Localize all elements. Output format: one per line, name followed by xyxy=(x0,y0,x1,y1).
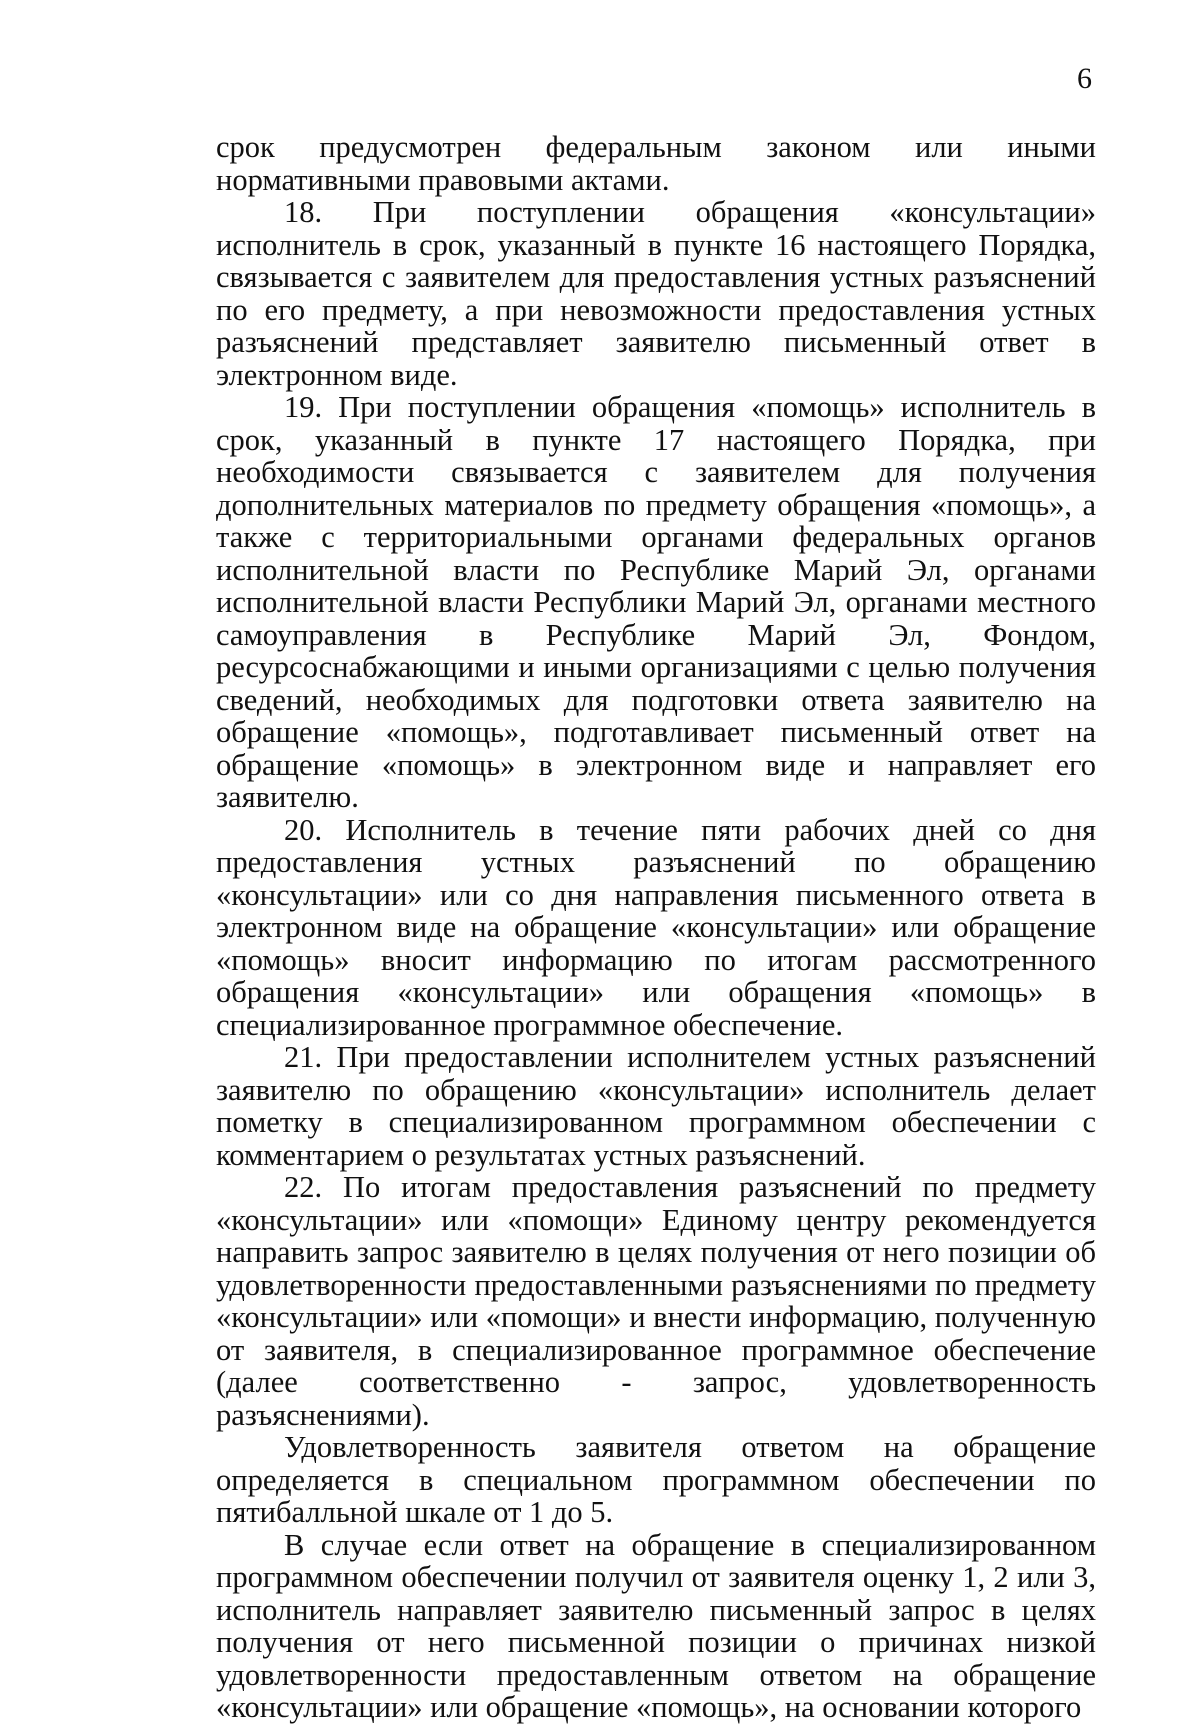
paragraph-item-18: 18. При поступлении обращения «консультации» исполнитель в срок, указанный в пункте 16 настоящего Порядка, связывается с заявителем для предоставления устных разъяснений по его предмету, а при невозможности предоставления устных разъяснений представляет заявителю письменный ответ в электронном виде. xyxy=(216,195,1096,392)
paragraph-item-21: 21. При предоставлении исполнителем устных разъяснений заявителю по обращению «консультации» исполнитель делает пометку в специализированном программном обеспечении с комментарием о результатах устных разъяснений. xyxy=(216,1040,1096,1172)
paragraph-low-rating: В случае если ответ на обращение в специализированном программном обеспечении получил от заявителя оценку 1, 2 или 3, исполнитель направляет заявителю письменный запрос в целях получения от него письменной позиции о причинах низкой удовлетворенности предоставленным ответом на обращение «консультации» или обращение «помощь», на основании которого xyxy=(216,1527,1096,1724)
paragraph-item-20: 20. Исполнитель в течение пяти рабочих дней со дня предоставления устных разъяснений по обращению «консультации» или со дня направления письменного ответа в электронном виде на обращение «консультации» или обращение «помощь» вносит информацию по итогам рассмотренного обращения «консультации» или обращения «помощь» в специализированное программное обеспечение. xyxy=(216,812,1096,1042)
paragraph-item-22: 22. По итогам предоставления разъяснений по предмету «консультации» или «помощи» Единому центру рекомендуется направить запрос заявителю в целях получения от него позиции об удовлетворенности предоставленными разъяснениями по предмету «консультации» или «помощи» и внести информацию, полученную от заявителя, в специализированное программное обеспечение (далее соответственно - запрос, удовлетворенность разъяснениями). xyxy=(216,1170,1096,1432)
page-number: 6 xyxy=(1077,62,1092,95)
document-body xyxy=(216,131,1096,1724)
paragraph-continuation: срок предусмотрен федеральным законом или иными нормативными правовыми актами. xyxy=(216,130,1096,197)
paragraph-item-19: 19. При поступлении обращения «помощь» исполнитель в срок, указанный в пункте 17 настоящего Порядка, при необходимости связывается с заявителем для получения дополнительных материалов по предмету обращения «помощь», а также с территориальными органами федеральных органов исполнительной власти по Республике Марий Эл, органами исполнительной власти Республики Марий Эл, органами местного самоуправления в Республике Марий Эл, Фондом, ресурсоснабжающими и иными организациями с целью получения сведений, необходимых для подготовки ответа заявителю на обращение «помощь», подготавливает письменный ответ на обращение «помощь» в электронном виде и направляет его заявителю. xyxy=(216,390,1096,814)
paragraph-satisfaction-scale: Удовлетворенность заявителя ответом на обращение определяется в специальном программном обеспечении по пятибалльной шкале от 1 до 5. xyxy=(216,1430,1096,1529)
